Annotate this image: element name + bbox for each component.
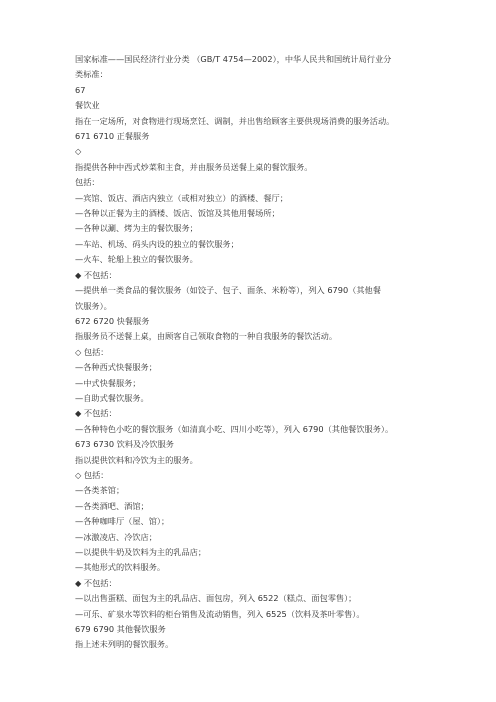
section-definition: 指在一定场所，对食物进行现场烹饪、调制，并出售给顾客主要供现场消费的服务活动。 — [75, 115, 395, 126]
list-item: —其他形式的饮料服务。 — [75, 562, 166, 573]
list-item-continuation: 饮服务）。 — [75, 300, 112, 311]
list-item: —以出售蛋糕、面包为主的乳品店、面包房，列入 6522（糕点、面包零售）； — [75, 593, 357, 604]
list-item: —各类酒吧、酒馆； — [75, 500, 149, 511]
subsection-definition-6710: 指提供各种中西式炒菜和主食，并由服务员送餐上桌的餐饮服务。 — [75, 161, 313, 172]
excludes-label: ◆ 不包括： — [75, 408, 117, 419]
list-item: —各种以涮、烤为主的餐饮服务； — [75, 223, 198, 234]
subsection-heading-6790: 679 6790 其他餐饮服务 — [75, 624, 166, 635]
list-item: —各类茶馆； — [75, 485, 125, 496]
list-item: —车站、机场、码头内设的独立的餐饮服务； — [75, 238, 239, 249]
list-item: —各种以正餐为主的酒楼、饭店、饭馆及其他用餐场所； — [75, 208, 280, 219]
list-item: —宾馆、饭店、酒店内独立（或相对独立）的酒楼、餐厅； — [75, 192, 288, 203]
includes-label: 包括： — [75, 177, 100, 188]
list-item: —自助式餐饮服务。 — [75, 392, 149, 403]
includes-label: ◇ 包括： — [75, 469, 109, 480]
list-item: —中式快餐服务； — [75, 377, 141, 388]
list-item: —以提供牛奶及饮料为主的乳品店； — [75, 547, 207, 557]
document-body — [75, 52, 445, 653]
list-item: —可乐、矿泉水等饮料的柜台销售及流动销售，列入 6525（饮料及茶叶零售）。 — [75, 608, 365, 619]
list-item: —各种西式快餐服务； — [75, 362, 157, 373]
list-item: —各种咖啡厅（屋、馆）； — [75, 516, 170, 527]
list-item: —提供单一类食品的餐饮服务（如饺子、包子、面条、米粉等），列入 6790（其他餐 — [75, 285, 381, 296]
includes-label: ◇ 包括： — [75, 346, 109, 357]
diamond-marker: ◇ — [75, 146, 82, 157]
subsection-heading-6730: 673 6730 饮料及冷饮服务 — [75, 439, 174, 450]
list-item: —火车、轮船上独立的餐饮服务。 — [75, 254, 198, 265]
subsection-heading-6710: 671 6710 正餐服务 — [75, 131, 150, 142]
list-item: —各种特色小吃的餐饮服务（如清真小吃、四川小吃等），列入 6790（其他餐饮服务）。 — [75, 423, 394, 434]
section-code: 67 — [75, 84, 86, 95]
intro-line-1: 国家标准——国民经济行业分类 （GB/T 4754—2002），中华人民共和国统计局行业分 — [75, 54, 392, 64]
subsection-definition-6720: 指服务员不送餐上桌，由顾客自己领取食物的一种自我服务的餐饮活动。 — [75, 331, 338, 342]
intro-line-2: 类标准： — [75, 69, 108, 80]
subsection-definition-6730: 指以提供饮料和冷饮为主的服务。 — [75, 454, 198, 465]
section-title: 餐饮业 — [75, 100, 100, 111]
subsection-heading-6720: 672 6720 快餐服务 — [75, 315, 150, 326]
subsection-definition-6790: 指上述未列明的餐饮服务。 — [75, 639, 174, 650]
excludes-label: ◆ 不包括： — [75, 269, 117, 280]
list-item: —冰激凌店、冷饮店； — [75, 531, 157, 542]
excludes-label: ◆ 不包括： — [75, 577, 117, 588]
